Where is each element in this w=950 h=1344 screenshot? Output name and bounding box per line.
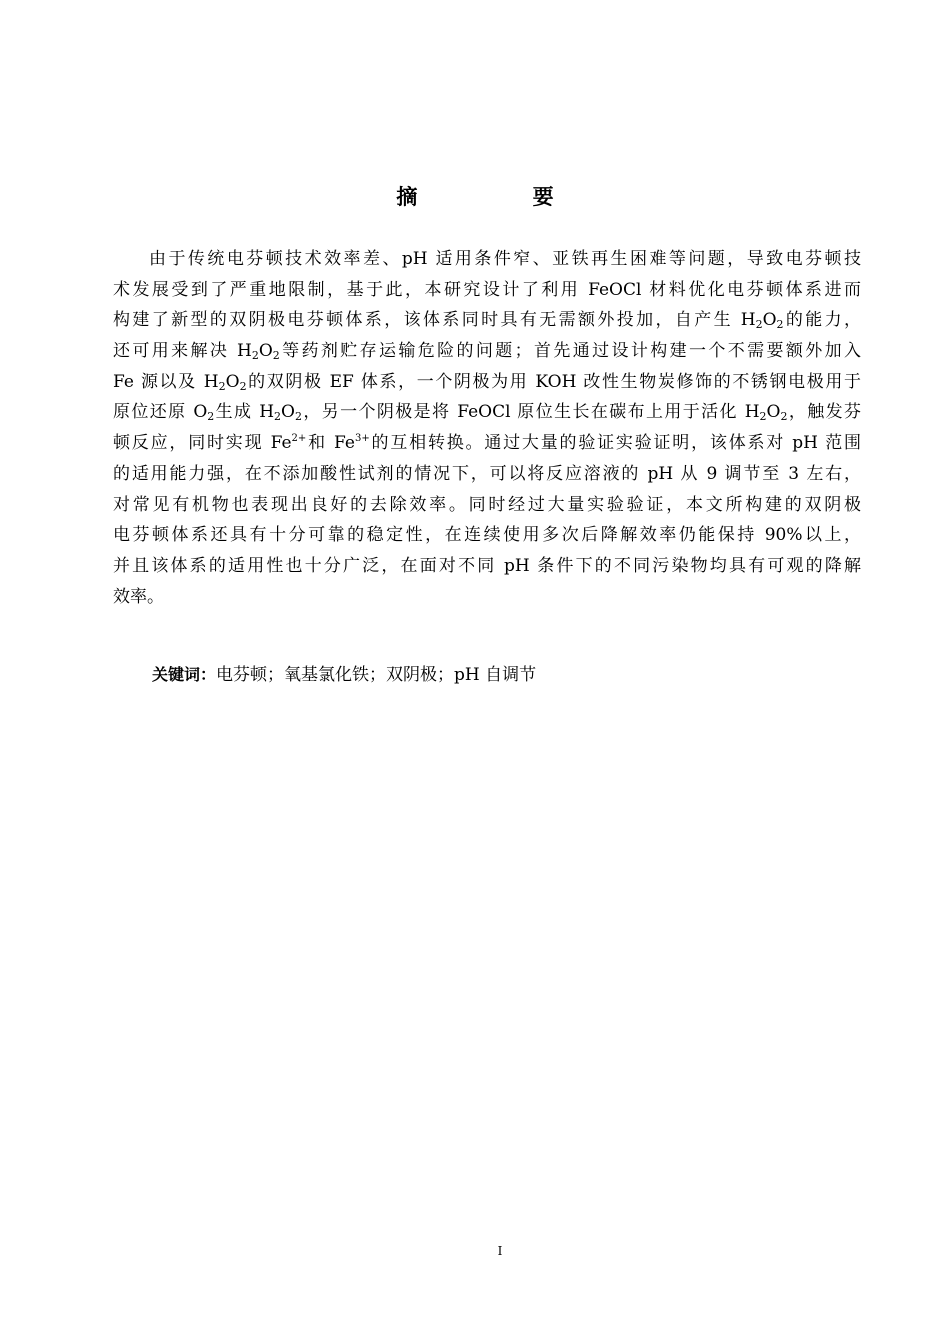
text-segment: O — [766, 402, 781, 423]
abstract-line-6 — [113, 397, 861, 428]
subscript: 2 — [776, 318, 784, 332]
text-segment: ，另一个阴极是将 FeOCl 原位生长在碳布上用于活化 H — [301, 402, 760, 423]
text-segment: O — [281, 402, 295, 423]
abstract-line-10: 电芬顿体系还具有十分可靠的稳定性，在连续使用多次后降解效率仍能保持 90%以上， — [113, 525, 861, 546]
abstract-line-9: 对常见有机物也表现出良好的去除效率。同时经过大量实验验证，本文所构建的双阴极 — [113, 494, 861, 515]
superscript: 2+ — [291, 433, 307, 445]
text-segment: 还可用来解决 H — [113, 341, 252, 362]
text-segment: O — [762, 310, 777, 331]
text-segment: 的双阴极 EF 体系，一个阴极为用 KOH 改性生物炭修饰的不锈钢电极用于 — [246, 371, 861, 392]
abstract-line-4 — [113, 336, 861, 367]
text-segment: 和 Fe — [306, 433, 355, 454]
keywords — [152, 660, 536, 690]
subscript: 2 — [294, 410, 302, 424]
text-segment: ，触发芬 — [787, 402, 862, 423]
text-segment: 顿反应，同时实现 Fe — [113, 433, 292, 454]
subscript: 2 — [218, 379, 226, 393]
text-segment: 的能力， — [783, 310, 861, 331]
text-segment: 生成 H — [214, 402, 275, 423]
abstract-line-5 — [113, 367, 861, 398]
subscript: 2 — [780, 410, 788, 424]
page-number: I — [497, 1244, 503, 1258]
subscript: 2 — [272, 349, 280, 363]
superscript: 3+ — [355, 433, 370, 445]
text-segment: 构建了新型的双阴极电芬顿体系，该体系同时具有无需额外投加，自产生 H — [113, 310, 756, 331]
abstract-line-2: 术发展受到了严重地限制，基于此，本研究设计了利用 FeOCl 材料优化电芬顿体系进而 — [113, 279, 861, 300]
keywords-label: 关键词： — [152, 665, 217, 684]
abstract-line-7 — [113, 428, 861, 459]
subscript: 2 — [207, 410, 215, 424]
text-segment: 原位还原 O — [113, 402, 208, 423]
subscript: 2 — [251, 349, 259, 363]
text-segment: 等药剂贮存运输危险的问题；首先通过设计构建一个不需要额外加入 — [279, 341, 862, 362]
text-segment: O — [225, 371, 240, 392]
subscript: 2 — [759, 410, 767, 424]
abstract-body — [113, 244, 861, 612]
page-title: 摘 要 — [396, 185, 608, 209]
subscript: 2 — [755, 318, 763, 332]
subscript: 2 — [239, 379, 247, 393]
subscript: 2 — [274, 410, 282, 424]
text-segment: Fe 源以及 H — [113, 371, 219, 392]
abstract-line-8: 的适用能力强，在不添加酸性试剂的情况下，可以将反应溶液的 pH 从 9 调节至 3 左右， — [113, 463, 861, 484]
text-segment: O — [258, 341, 273, 362]
abstract-line-12: 效率。 — [113, 586, 164, 607]
keywords-text: 电芬顿；氧基氯化铁；双阴极；pH 自调节 — [216, 665, 537, 685]
abstract-line-11: 并且该体系的适用性也十分广泛，在面对不同 pH 条件下的不同污染物均具有可观的降解 — [113, 555, 861, 576]
abstract-line-1: 由于传统电芬顿技术效率差、pH 适用条件窄、亚铁再生困难等问题，导致电芬顿技 — [149, 249, 861, 269]
abstract-line-3 — [113, 305, 861, 336]
text-segment: 的互相转换。通过大量的验证实验证明，该体系对 pH 范围 — [369, 433, 861, 454]
